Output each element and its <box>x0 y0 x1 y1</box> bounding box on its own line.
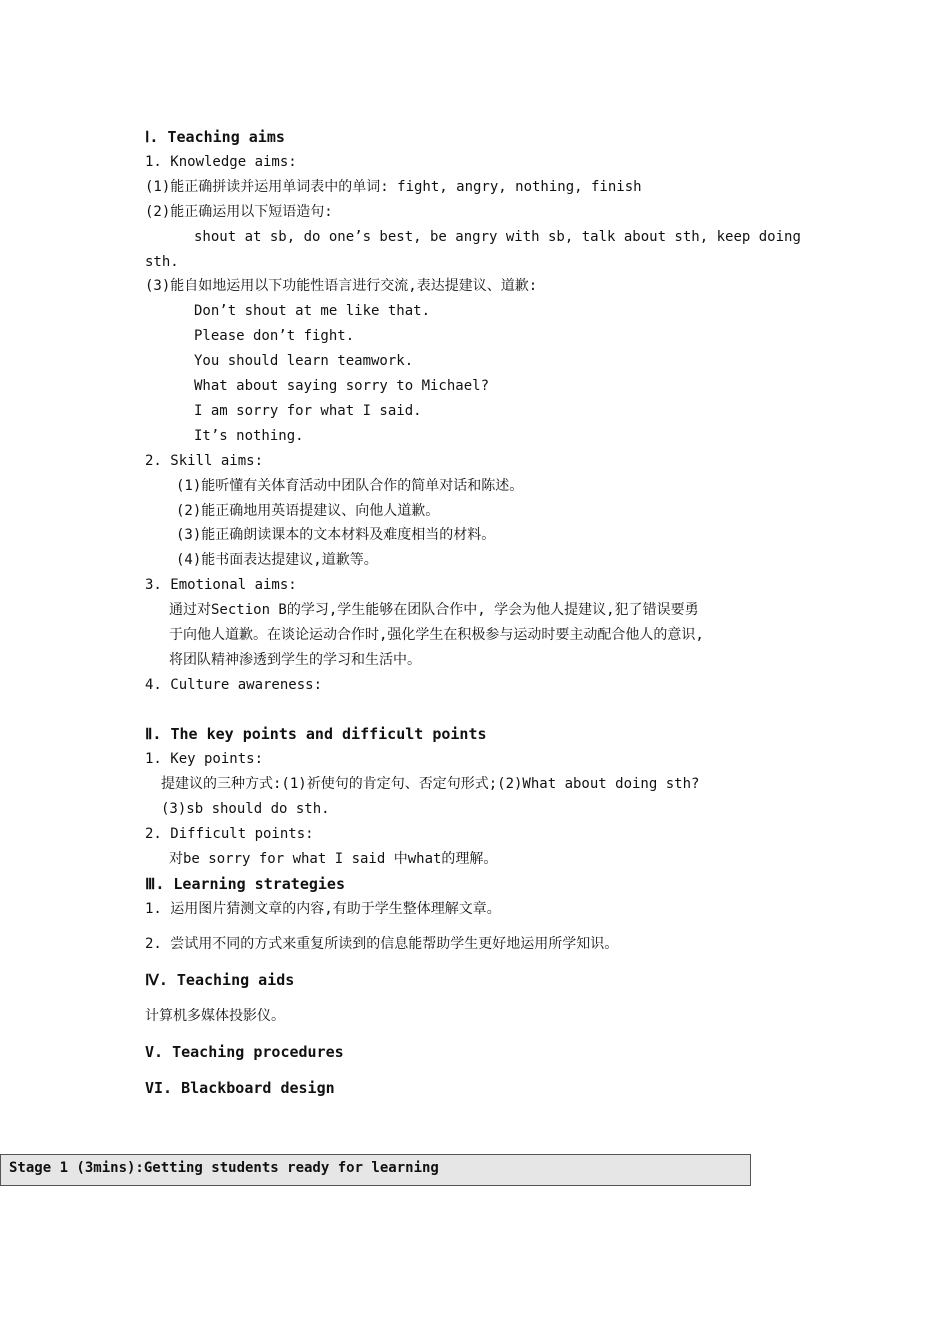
skill-aim: (4)能书面表达提建议,道歉等。 <box>176 552 378 568</box>
emotional-aims-text: 于向他人道歉。在谈论运动合作时,强化学生在积极参与运动时要主动配合他人的意识, <box>169 627 704 643</box>
teaching-aids-text: 计算机多媒体投影仪。 <box>145 1008 285 1024</box>
emotional-aims-text: 将团队精神渗透到学生的学习和生活中。 <box>169 652 421 668</box>
skill-aim: (1)能听懂有关体育活动中团队合作的简单对话和陈述。 <box>176 478 524 494</box>
section-heading-learning-strategies: Ⅲ. Learning strategies <box>145 875 345 893</box>
section-heading-key-points: Ⅱ. The key points and difficult points <box>145 725 487 743</box>
learning-strategy-item: 1. 运用图片猜测文章的内容,有助于学生整体理解文章。 <box>145 901 501 917</box>
knowledge-aim-2-phrases: shout at sb, do one’s best, be angry with sb, talk about sth, keep doing <box>194 229 801 245</box>
difficult-points-title: 2. Difficult points: <box>145 826 314 842</box>
key-points-title: 1. Key points: <box>145 751 264 767</box>
section-heading-blackboard-design: VI. Blackboard design <box>145 1079 335 1097</box>
function-sentence: It’s nothing. <box>194 428 304 444</box>
knowledge-aims-title: 1. Knowledge aims: <box>145 154 297 170</box>
key-points-text: 提建议的三种方式:(1)祈使句的肯定句、否定句形式;(2)What about doing sth? <box>161 776 700 792</box>
knowledge-aim-2-phrases-cont: sth. <box>145 254 179 270</box>
emotional-aims-text: 通过对Section B的学习,学生能够在团队合作中, 学会为他人提建议,犯了错误要勇 <box>169 602 699 618</box>
function-sentence: What about saying sorry to Michael? <box>194 378 490 394</box>
skill-aim: (3)能正确朗读课本的文本材料及难度相当的材料。 <box>176 527 496 543</box>
stage-title: Stage 1 (3mins):Getting students ready for learning <box>9 1160 439 1176</box>
knowledge-aim-3: (3)能自如地运用以下功能性语言进行交流,表达提建议、道歉: <box>145 278 538 294</box>
section-heading-teaching-aids: Ⅳ. Teaching aids <box>145 971 295 989</box>
function-sentence: I am sorry for what I said. <box>194 403 422 419</box>
function-sentence: Please don’t fight. <box>194 328 355 344</box>
knowledge-aim-2: (2)能正确运用以下短语造句: <box>145 204 333 220</box>
function-sentence: You should learn teamwork. <box>194 353 414 369</box>
section-heading-teaching-procedures: V. Teaching procedures <box>145 1043 344 1061</box>
emotional-aims-title: 3. Emotional aims: <box>145 577 297 593</box>
skill-aim: (2)能正确地用英语提建议、向他人道歉。 <box>176 503 440 519</box>
difficult-points-text: 对be sorry for what I said 中what的理解。 <box>169 851 498 867</box>
knowledge-aim-1: (1)能正确拼读并运用单词表中的单词: fight, angry, nothing, finish <box>145 179 642 195</box>
culture-awareness-title: 4. Culture awareness: <box>145 677 323 693</box>
skill-aims-title: 2. Skill aims: <box>145 453 264 469</box>
learning-strategy-item: 2. 尝试用不同的方式来重复所读到的信息能帮助学生更好地运用所学知识。 <box>145 936 619 952</box>
section-heading-teaching-aims: Ⅰ. Teaching aims <box>145 128 285 146</box>
function-sentence: Don’t shout at me like that. <box>194 303 431 319</box>
key-points-text: (3)sb should do sth. <box>161 801 330 817</box>
stage-table-header <box>0 1154 751 1186</box>
